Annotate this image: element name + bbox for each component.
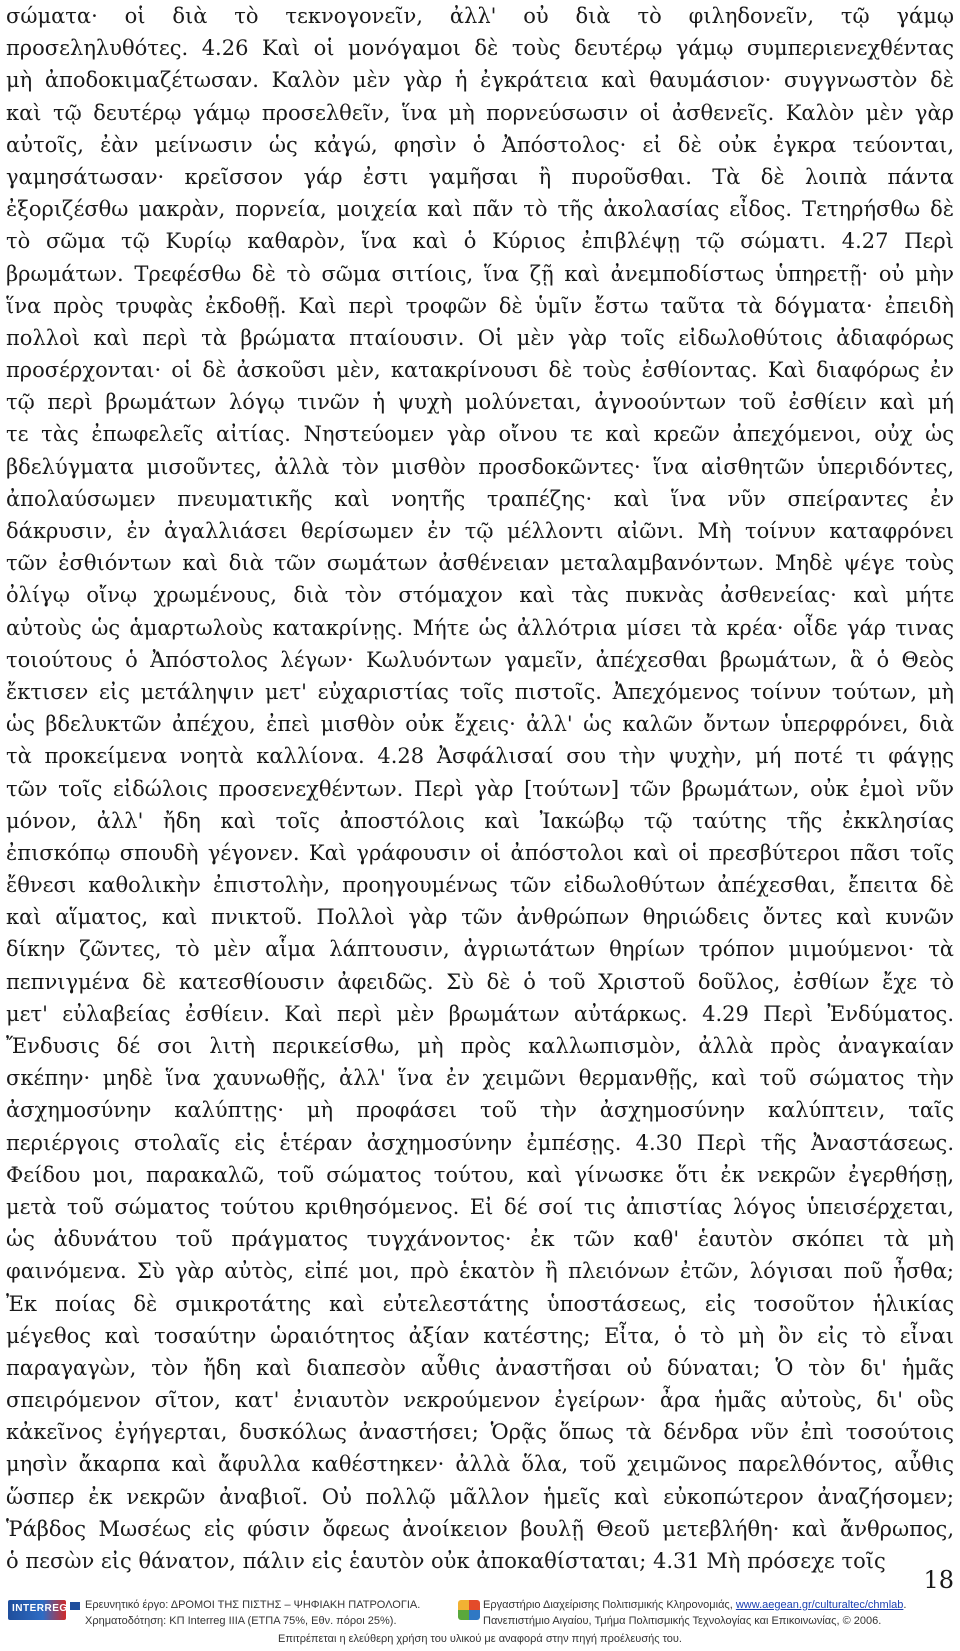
university-line: Πανεπιστήμιο Αιγαίου, Τμήμα Πολιτισμικής Τεχνολογίας και Επικοινωνίας, © 2006. (483, 1615, 882, 1627)
interreg-logo-label: INTERREG (12, 1603, 68, 1614)
text-line: τῶν τοῖς εἰδώλοις προσενεχθέντων. Περὶ γὰρ [τούτων] τῶν βρωμάτων, οὐκ ἐμοὶ νῦν (6, 776, 954, 801)
text-line: κἀκεῖνος ἐγήγερται, δυσκόλως ἀναστήσει; Ὁρᾷς ὅπως τὰ δένδρα νῦν ἐπὶ τοσούτοις (6, 1420, 954, 1445)
text-line: τὸ σῶμα τῷ Κυρίῳ καθαρὸν, ἵνα καὶ ὁ Κύριος ἐπιβλέψῃ τῷ σώματι. 4.27 Περὶ (6, 229, 954, 254)
text-line: μετ' εὐλαβείας ἐσθίειν. Καὶ περὶ μὲν βρωμάτων αὐτάρκως. 4.29 Περὶ Ἐνδύματος. (6, 1001, 954, 1026)
text-line: Ἐκ ποίας δὲ σμικροτάτης καὶ εὐτελεστάτης ὑποστάσεως, εἰς τοσοῦτον ἡλικίας (6, 1291, 954, 1316)
lab-logo-icon (458, 1600, 480, 1620)
text-line: δίκην ζῶντες, τὸ μὲν αἷμα λάπτουσιν, ἀγριωτάτων θηρίων τρόπον μιμούμενοι· τὰ (6, 937, 954, 962)
text-line: καὶ αἵματος, καὶ πνικτοῦ. Πολλοὶ γὰρ τῶν ἀνθρώπων θηριώδεις ὄντες καὶ κυνῶν (6, 905, 954, 930)
text-line: βδελύγματα μισοῦντες, ἀλλὰ τὸν μισθὸν προσδοκῶντες· ἵνα αἰσθητῶν ὑπεριδόντες, (6, 454, 954, 479)
text-line: περιέργοις στολαῖς εἰς ἑτέραν ἀσχημοσύνην ἐμπέσῃς. 4.30 Περὶ τῆς Ἀναστάσεως. (6, 1130, 954, 1155)
text-line: μέγεθος καὶ τοσαύτην ὡραιότητος ἀξίαν κατέστης; Εἶτα, ὁ τὸ μὴ ὂν εἰς τὸ εἶναι (6, 1323, 954, 1348)
text-line: ὥσπερ ἐκ νεκρῶν ἀναβιοῖ. Οὐ πολλῷ μᾶλλον ἡμεῖς καὶ εὐκοπώτερον ἀναζήσομεν; (6, 1484, 954, 1509)
text-line: τὰ προκείμενα νοητὰ καλλίονα. 4.28 Ἀσφάλισαί σου τὴν ψυχὴν, μή ποτέ τι φάγῃς (6, 744, 954, 769)
text-line: μόνον, ἀλλ' ἤδη καὶ τοῖς ἀποστόλοις καὶ Ἰακώβῳ τῷ ταύτης τῆς ἐκκλησίας (6, 808, 954, 833)
lab-info (483, 1597, 960, 1629)
funding-info (85, 1597, 445, 1629)
text-line: ὁ πεσὼν εἰς θάνατον, πάλιν εἰς ἑαυτὸν οὐκ ἀποκαθίσταται; 4.31 Μὴ πρόσεχε τοῖς (6, 1549, 886, 1573)
text-line: ἵνα πρὸς τρυφὰς ἐκδοθῇ. Καὶ περὶ τροφῶν δὲ ὑμῖν ἔστω ταῦτα τὰ δόγματα· ἐπειδὴ (6, 293, 954, 318)
text-line: παραγαγὼν, τὸν ἤδη καὶ διαπεσὸν αὖθις ἀναστῆσαι οὐ δύναται; Ὁ τὸν δι' ἡμᾶς (6, 1355, 954, 1380)
page-footer (0, 1596, 960, 1651)
text-line: αὐτοῖς, ἐὰν μείνωσιν ὡς κἀγώ, φησὶν ὁ Ἀπόστολος· εἰ δὲ οὐκ ἐγκρα τεύονται, (6, 132, 954, 157)
text-line: ἔθνεσι καθολικὴν ἐπιστολὴν, προηγουμένως τῶν εἰδωλοθύτων ἀπέχεσθαι, ἔπειτα δὲ (6, 873, 954, 898)
text-line: ἔκτισεν εἰς μετάληψιν μετ' εὐχαριστίας τοῖς πιστοῖς. Ἀπεχόμενος τοίνυν τούτων, μὴ (6, 679, 954, 704)
text-line: ἐπισκόπῳ σπουδὴ γέγονεν. Καὶ γράφουσιν οἱ ἀπόστολοι καὶ οἱ πρεσβύτεροι πᾶσι τοῖς (6, 840, 954, 865)
text-line: ἀπολαύσωμεν πνευματικῆς καὶ νοητῆς τραπέζης· καὶ ἵνα νῦν σπείραντες ἐν (6, 486, 954, 511)
text-line: ὀλίγῳ οἴνῳ χρωμένους, διὰ τὸν στόμαχον καὶ τὰς πυκνὰς ἀσθενείας· καὶ μήτε (6, 583, 954, 608)
text-line: Ἔνδυσις δέ σοι λιτὴ περικείσθω, μὴ πρὸς καλλωπισμὸν, ἀλλὰ πρὸς ἀναγκαίαν (6, 1034, 954, 1058)
text-line: γαμησάτωσαν· κρεῖσσον γάρ ἐστι γαμῆσαι ἢ πυροῦσθαι. Τὰ δὲ λοιπὰ πάντα (6, 164, 954, 189)
lab-line (483, 1597, 960, 1613)
text-line: προσεληλυθότες. 4.26 Καὶ οἱ μονόγαμοι δὲ τοὺς δευτέρῳ γάμῳ συμπεριενεχθέντας (6, 36, 954, 61)
text-line: προσέρχονται· οἱ δὲ ἀσκοῦσι μὲν, κατακρίνουσι δὲ τοὺς ἐσθίοντας. Καὶ διαφόρως ἐν (6, 358, 954, 383)
usage-note: Επιτρέπεται η ελεύθερη χρήση του υλικού με αναφορά στην πηγή προέλευσής του. (278, 1633, 682, 1645)
text-line: αὐτοὺς ὡς ἁμαρτωλοὺς κατακρίνῃς. Μήτε ὡς ἀλλότρια μίσει τὰ κρέα· οἶδε γάρ τινας (6, 615, 954, 640)
text-line: σώματα· οἱ διὰ τὸ τεκνογονεῖν, ἀλλ' οὐ διὰ τὸ φιληδονεῖν, τῷ γάμῳ (6, 4, 954, 28)
text-line: σπειρόμενον σῖτον, κατ' ἐνιαυτὸν νεκρούμενον ἐγείρων· ἆρα ἡμᾶς αὐτοὺς, δι' οὓς (6, 1388, 954, 1413)
text-line: ὡς ἀδυνάτου τοῦ πράγματος τυγχάνοντος· ἐκ τῶν καθ' ἑαυτὸν σκόπει τὰ μὴ (6, 1227, 954, 1252)
text-line: μετὰ τοῦ σώματος τούτου κριθησόμενος. Εἰ δέ σοί τις ἀπιστίας λόγος ὑπεισέρχεται, (6, 1194, 954, 1219)
text-line: μησὶν ἄκαρπα καὶ ἄφυλλα καθέστηκεν· ἀλλὰ ὅλα, τοῦ χειμῶνος παρελθόντος, αὖθις (6, 1452, 954, 1477)
funding-line: Χρηματοδότηση: ΚΠ Interreg IIIA (ΕΤΠΑ 75%, Εθν. πόροι 25%). (85, 1615, 397, 1627)
lab-line-end: . (903, 1599, 907, 1611)
text-line: ὡς βδελυκτῶν ἀπέχου, ἐπεὶ μισθὸν οὐκ ἔχεις· ἀλλ' ὡς καλῶν ὄντων ὑπερφρόνει, διὰ (6, 712, 954, 737)
text-line: πολλοὶ καὶ περὶ τὰ βρώματα πταίουσιν. Οἱ μὲν γὰρ τοῖς εἰδωλοθύτοις ἀδιαφόρως (6, 325, 954, 350)
page-number: 18 (923, 1566, 954, 1594)
text-line: μὴ ἀποδοκιμαζέτωσαν. Καλὸν μὲν γὰρ ἡ ἐγκράτεια καὶ θαυμάσιον· συγγνωστὸν δὲ (6, 68, 954, 93)
text-line: πεπνιγμένα δὲ κατεσθίουσιν ἀφειδῶς. Σὺ δὲ ὁ τοῦ Χριστοῦ δοῦλος, ἐσθίων ἔχε τὸ (6, 969, 954, 994)
text-line: τῶν ἐσθιόντων καὶ διὰ τῶν σωμάτων ἀσθένειαν μεταλαμβανόντων. Μηδὲ ψέγε τοὺς (6, 551, 954, 576)
lab-website-link[interactable]: www.aegean.gr/culturaltec/chmlab (735, 1599, 904, 1611)
text-line: σκέπην· μηδὲ ἵνα χαυνωθῇς, ἀλλ' ἵνα ἐν χειμῶνι θερμανθῇς, καὶ τοῦ σώματος τὴν (6, 1066, 954, 1091)
text-line: Φείδου μοι, παρακαλῶ, τοῦ σώματος τούτου, καὶ γίνωσκε ὅτι ἐκ νεκρῶν ἐγερθήσῃ, (6, 1162, 954, 1187)
project-line: Ερευνητικό έργο: ΔΡΟΜΟΙ ΤΗΣ ΠΙΣΤΗΣ – ΨΗΦΙΑΚΗ ΠΑΤΡΟΛΟΓΙΑ. (85, 1599, 421, 1611)
text-line: ἐξοριζέσθω μακρὰν, πορνεία, μοιχεία καὶ πᾶν τὸ τῆς ἀκολασίας εἶδος. Τετηρήσθω δὲ (6, 197, 954, 222)
eu-flag-icon (70, 1602, 80, 1618)
text-line: τῷ περὶ βρωμάτων λόγῳ τινῶν ἡ ψυχὴ μολύνεται, ἀγνοούντων τοῦ ἐσθίειν καὶ μή (6, 390, 954, 415)
lab-name: Εργαστήριο Διαχείρισης Πολιτισμικής Κληρονομιάς, (483, 1599, 736, 1611)
text-line: τε τὰς ἐπωφελεῖς αἰτίας. Νηστεύομεν γὰρ οἴνου τε καὶ κρεῶν ἀπεχόμενοι, οὐχ ὡς (6, 422, 954, 447)
text-line: τοιούτους ὁ Ἀπόστολος λέγων· Κωλυόντων γαμεῖν, ἀπέχεσθαι βρωμάτων, ἃ ὁ Θεὸς (6, 647, 954, 672)
text-line: φαινόμενα. Σὺ γὰρ αὐτὸς, εἰπέ μοι, πρὸ ἑκατὸν ἢ πλειόνων ἐτῶν, λόγισαι ποῦ ἦσθα; (6, 1259, 954, 1284)
text-line: ἀσχημοσύνην καλύπτῃς· μὴ προφάσει τοῦ τὴν ἀσχημοσύνην καλύπτειν, ταῖς (6, 1098, 954, 1123)
text-line: Ῥάβδος Μωσέως εἰς φύσιν ὄφεως ἀνοίκειον βουλῇ Θεοῦ μετεβλήθη· καὶ ἄνθρωπος, (6, 1516, 954, 1541)
text-line: δάκρυσιν, ἐν ἀγαλλιάσει θερίσωμεν ἐν τῷ μέλλοντι αἰῶνι. Μὴ τοίνυν καταφρόνει (6, 519, 954, 543)
interreg-logo (8, 1600, 66, 1620)
text-line: καὶ τῷ δευτέρῳ γάμῳ προσελθεῖν, ἵνα μὴ πορνεύσωσιν οἱ ἀσθενεῖς. Καλὸν μὲν γὰρ (6, 100, 954, 125)
text-line: βρωμάτων. Τρεφέσθω δὲ τὸ σῶμα σιτίοις, ἵνα ζῇ καὶ ἀνεμποδίστως ὑπηρετῇ· οὐ μὴν (6, 261, 954, 286)
